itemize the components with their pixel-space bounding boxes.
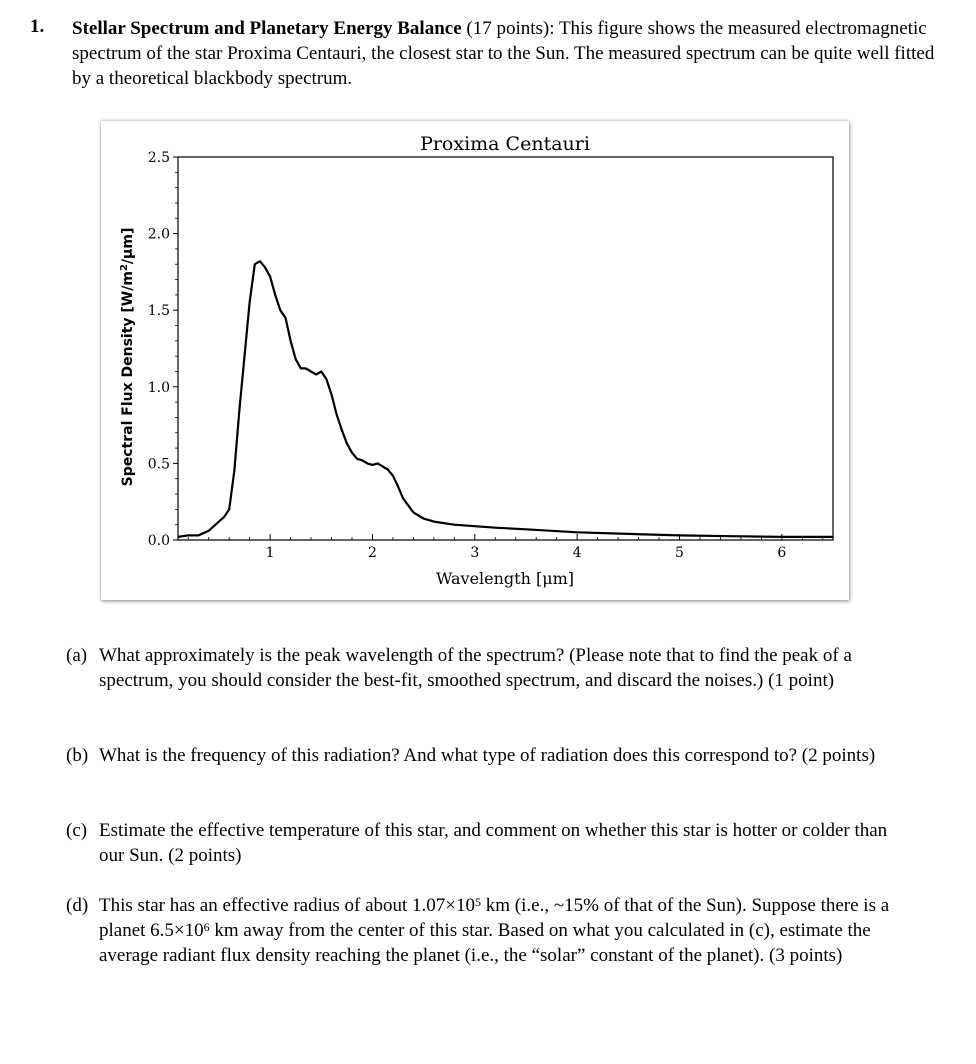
x-tick-label: 2 bbox=[367, 545, 377, 561]
part-a-label: (a) bbox=[66, 645, 88, 666]
x-tick-label: 5 bbox=[675, 545, 684, 561]
plot-frame bbox=[178, 157, 833, 540]
part-c-label: (c) bbox=[66, 820, 88, 841]
x-tick-label: 6 bbox=[777, 545, 787, 561]
part-d-text-2: km (i.e., ~15% of that of the Sun). Suppose there is a planet 6.5×10 bbox=[99, 895, 890, 941]
y-axis-label-tail: /μm] bbox=[120, 227, 136, 265]
question-title: Stellar Spectrum and Planetary Energy Balance bbox=[72, 18, 462, 39]
part-d bbox=[66, 893, 916, 968]
x-tick-label: 1 bbox=[265, 545, 275, 561]
question-intro-text: : This figure shows the measured electromagnetic spectrum of the star Proxima Centauri, the closest star to the Sun. The measured spectrum can be quite well fitted by a theoretical blackbody spectrum. bbox=[72, 18, 935, 89]
part-b bbox=[66, 743, 916, 768]
x-tick-label: 3 bbox=[470, 545, 480, 561]
y-tick-label: 2.5 bbox=[147, 150, 170, 166]
spectrum-chart bbox=[101, 121, 849, 600]
part-d-exp-2: 6 bbox=[203, 920, 210, 934]
y-tick-label: 0.5 bbox=[147, 456, 170, 473]
question-number: 1. bbox=[30, 16, 45, 37]
x-axis-label: Wavelength [μm] bbox=[435, 569, 575, 588]
part-d-label: (d) bbox=[66, 895, 89, 916]
y-tick-label: 1.0 bbox=[147, 379, 170, 396]
part-b-label: (b) bbox=[66, 745, 89, 766]
x-axis-ticks bbox=[188, 534, 823, 561]
y-axis-ticks bbox=[148, 150, 178, 549]
part-c-text: Estimate the effective temperature of this star, and comment on whether this star is hotter or colder than our Sun. (2 points) bbox=[99, 820, 888, 866]
y-axis-label-main: Spectral Flux Density [W/m bbox=[120, 271, 136, 487]
y-tick-label: 1.5 bbox=[147, 303, 170, 320]
part-d-text-1: This star has an effective radius of about 1.07×10 bbox=[99, 895, 476, 916]
chart-title: Proxima Centauri bbox=[420, 133, 590, 155]
y-axis-label bbox=[119, 228, 137, 487]
part-b-text: What is the frequency of this radiation? And what type of radiation does this correspond to? (2 points) bbox=[99, 745, 876, 766]
spectrum-figure bbox=[101, 121, 849, 600]
y-axis-label-sup: 2 bbox=[118, 264, 130, 272]
question-intro bbox=[72, 16, 952, 91]
part-d-exp-1: 5 bbox=[475, 895, 482, 909]
spectrum-line bbox=[178, 261, 833, 537]
y-tick-label: 2.0 bbox=[147, 226, 170, 243]
x-tick-label: 4 bbox=[572, 545, 582, 561]
part-a bbox=[66, 643, 916, 693]
part-d-text-3: km away from the center of this star. Based on what you calculated in (c), estimate the average radiant flux density reaching the planet (i.e., the “solar” constant of the planet). (3 points) bbox=[99, 920, 871, 966]
question-points: (17 points) bbox=[466, 18, 550, 39]
part-d-text bbox=[99, 893, 916, 968]
part-c bbox=[66, 818, 916, 868]
part-a-text: What approximately is the peak wavelength of the spectrum? (Please note that to find the peak of a spectrum, you should consider the best-fit, smoothed spectrum, and discard the noises.) (1 point) bbox=[99, 645, 852, 691]
y-tick-label: 0.0 bbox=[147, 533, 170, 549]
